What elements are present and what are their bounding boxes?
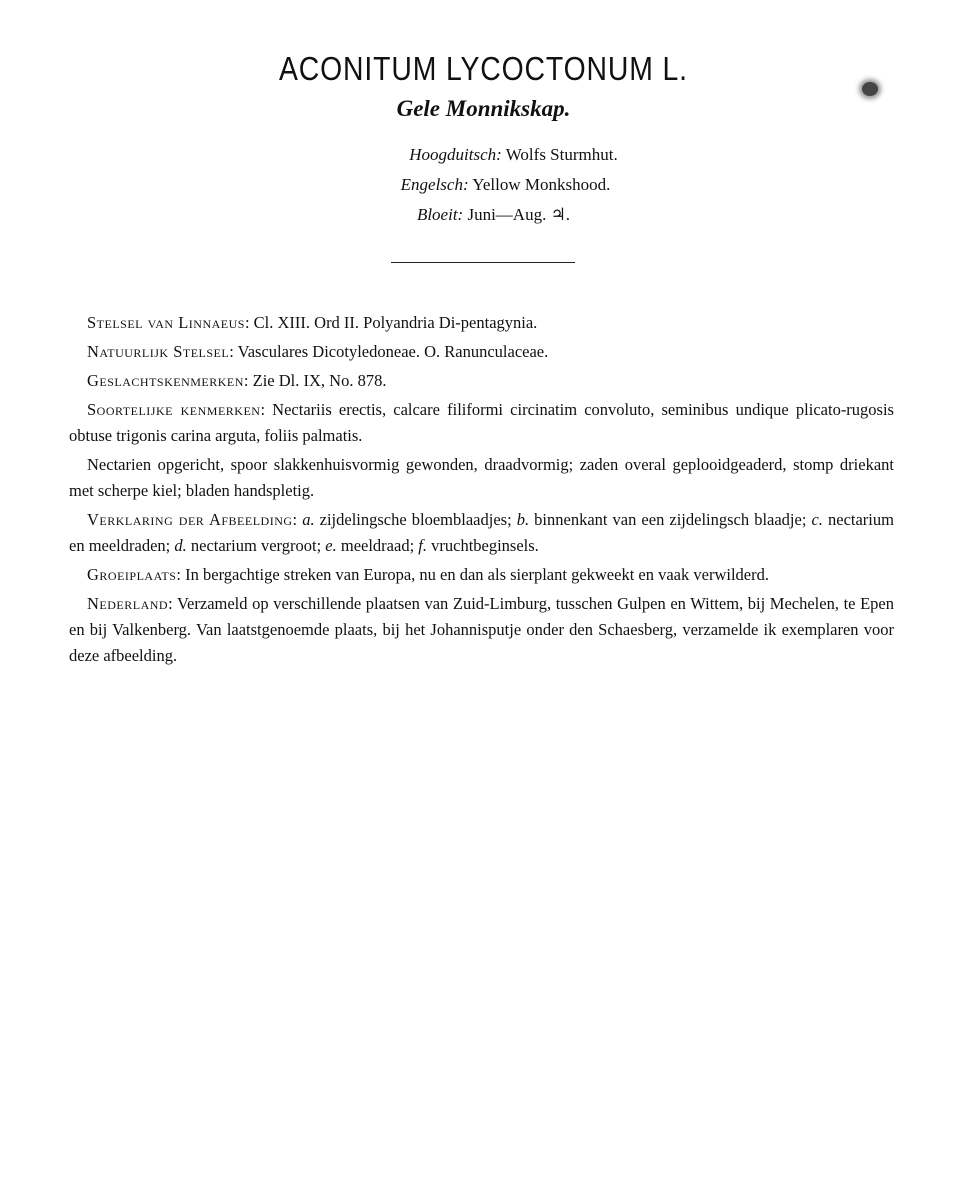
flowering-line: [10, 205, 967, 225]
genus-label: Geslachtskenmerken: [87, 371, 244, 390]
fig-e-text: meeldraad;: [336, 536, 419, 555]
netherlands-text: : Verzameld op verschillende plaatsen van Zuid-Limburg, tusschen Gulpen en Wittem, bij Mechelen, te Epen en bij Valkenberg. Van laatstgenoemde plaats, bij het Johannisputje onder den Schaesberg, verzamelde ik exemplaren voor deze afbeelding.: [69, 594, 894, 665]
flowering-label: Bloeit:: [416, 205, 464, 224]
netherlands-label: Nederland: [87, 594, 169, 613]
paragraph-nectaries: [69, 452, 894, 504]
english-name-line: [22, 175, 967, 195]
fig-a-letter: a.: [302, 510, 315, 529]
page-title: ACONITUM LYCOCTONUM L.: [278, 50, 688, 87]
paragraph-illustration: [69, 507, 894, 559]
linnaeus-label: Stelsel van Linnaeus: [87, 313, 245, 332]
fig-f-letter: f.: [418, 536, 427, 555]
german-name-label: Hoogduitsch:: [409, 145, 502, 164]
paragraph-natural-system: [69, 339, 894, 365]
english-name-label: Engelsch:: [400, 175, 469, 194]
fig-f-text: vruchtbeginsels.: [427, 536, 539, 555]
illustration-colon: :: [292, 510, 303, 529]
paragraph-habitat: [69, 562, 894, 588]
genus-text: : Zie Dl. IX, No. 878.: [243, 371, 387, 390]
flowering-value: Juni—Aug. ♃.: [467, 205, 571, 224]
german-name-value: Wolfs Sturmhut.: [505, 145, 618, 164]
fig-e-letter: e.: [325, 536, 337, 555]
species-text: : Nectariis erectis, calcare filiformi circinatim convoluto, seminibus undique plicato-rugosis obtuse trigonis carina arguta, foliis palmatis.: [69, 400, 894, 445]
nectaries-text: Nectarien opgericht, spoor slakkenhuisvormig gewonden, draadvormig; zaden overal geplooidgeaderd, stomp driekant met scherpe kiel; bladen handspletig.: [69, 455, 894, 500]
linnaeus-text: : Cl. XIII. Ord II. Polyandria Di-pentagynia.: [244, 313, 538, 332]
fig-a-text: zijdelingsche bloemblaadjes;: [314, 510, 517, 529]
natural-system-label: Natuurlijk Stelsel: [87, 342, 230, 361]
vernacular-name: Gele Monnikskap.: [396, 96, 571, 121]
fig-c-text: nectarium en meeldraden;: [69, 510, 894, 555]
fig-b-text: binnenkant van een zijdelingsch blaadje;: [529, 510, 812, 529]
paragraph-netherlands: [69, 591, 894, 669]
fig-b-letter: b.: [516, 510, 530, 529]
description-body: [69, 310, 894, 672]
german-name-line: [30, 145, 967, 165]
illustration-label: Verklaring der Afbeelding: [87, 510, 293, 529]
fig-d-text: nectarium vergroot;: [186, 536, 326, 555]
fig-d-letter: d.: [174, 536, 187, 555]
natural-system-text: : Vasculares Dicotyledoneae. O. Ranunculaceae.: [229, 342, 549, 361]
ink-smudge: [862, 82, 878, 96]
paragraph-linnaeus: [69, 310, 894, 336]
english-name-value: Yellow Monkshood.: [472, 175, 611, 194]
paragraph-genus: [69, 368, 894, 394]
paragraph-species: [69, 397, 894, 449]
species-label: Soortelijke kenmerken: [87, 400, 261, 419]
habitat-text: : In bergachtige streken van Europa, nu en dan als sierplant gekweekt en vaak verwilderd.: [176, 565, 769, 584]
habitat-label: Groeiplaats: [87, 565, 177, 584]
fig-c-letter: c.: [811, 510, 823, 529]
divider-rule: [391, 262, 575, 263]
